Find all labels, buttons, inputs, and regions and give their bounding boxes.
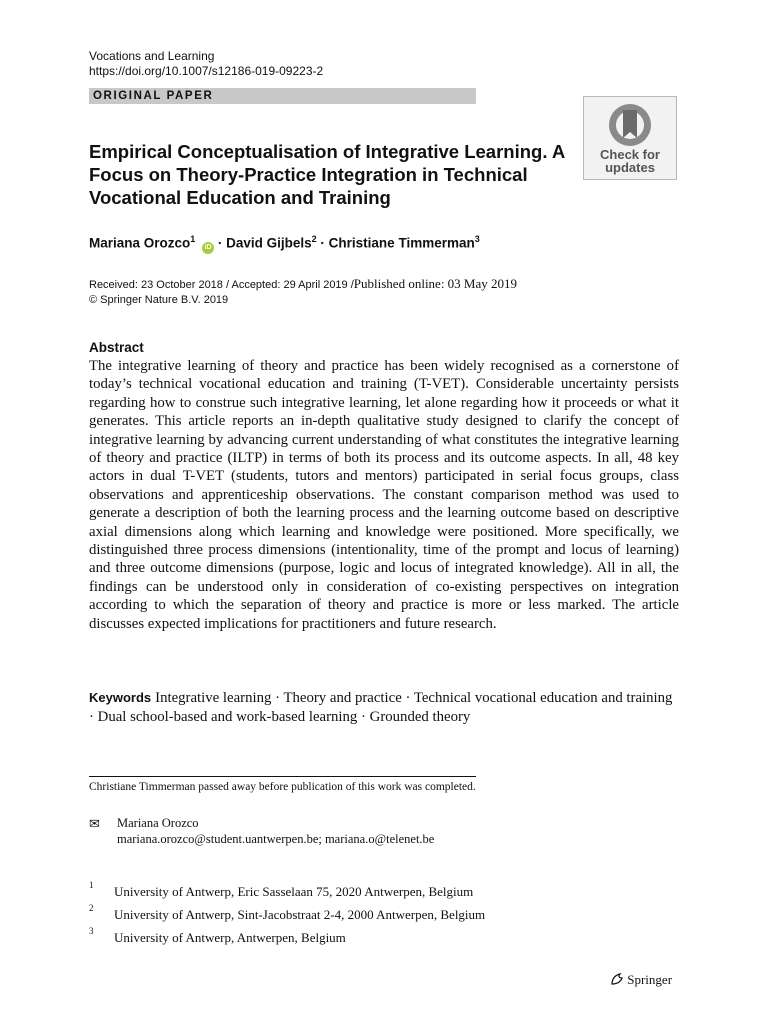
affiliation — [89, 880, 474, 900]
footnote-divider — [89, 776, 476, 777]
author-list — [89, 234, 480, 254]
orcid-icon[interactable]: iD — [202, 242, 214, 254]
check-label-line2: updates — [605, 160, 655, 175]
copyright-line: © Springer Nature B.V. 2019 — [89, 294, 229, 306]
journal-name: Vocations and Learning — [89, 49, 215, 63]
keywords-list: Integrative learning · Theory and practice · Technical vocational education and training · Dual school-based and work-based learning · Grounded theory — [89, 690, 673, 725]
affiliation-number: 1 — [89, 880, 94, 890]
received-accepted-dates: Received: 23 October 2018 / Accepted: 29 April 2019 / — [89, 279, 354, 291]
springer-logo — [610, 972, 672, 988]
bookmark-icon — [607, 102, 653, 148]
contact-emails[interactable]: mariana.orozco@student.uantwerpen.be; mariana.o@telenet.be — [117, 832, 435, 846]
article-type-banner: ORIGINAL PAPER — [89, 88, 476, 104]
journal-header — [89, 49, 323, 79]
corresponding-author — [89, 815, 434, 847]
abstract-text: The integrative learning of theory and practice has been widely recognised as a cornerstone of today’s technical vocational education and training (T-VET). Considerable uncertainty persists regarding how to construe such integrative learning, let alone regarding how it proceeds or what it generates. This article reports an in-depth qualitative study designed to clarify the concept of integrative learning by advancing current understanding of what constitutes the integrative learning of theory and practice (ILTP) in terms of both its process and its outcome aspects. In all, 48 key actors in dual T-VET (students, tutors and mentors) participated in serial focus groups, class observations and apprenticeship observations. The constant comparison method was used to generate a description of both the learning process and the learning outcome based on descriptive axial dimensions along which learning and knowledge were positioned. More specifically, we distinguished three process dimensions (intentionality, time of the prompt and locus of learning) and three outcome dimensions (purpose, logic and locus of integrated knowledge). All in all, the findings can be understood only in consideration of co-existing perspectives on integration according to which the separation of theory and practice is more or less marked. The article discusses expected implications for practitioners and future research. — [89, 358, 679, 632]
keywords-label: Keywords — [89, 690, 152, 705]
affiliation-number: 2 — [89, 903, 94, 913]
envelope-icon: ✉ — [89, 816, 100, 831]
publisher-name: Springer — [627, 972, 673, 987]
contact-name: Mariana Orozco — [117, 816, 199, 830]
author-separator: · — [320, 235, 325, 251]
author-affiliation-number: 2 — [311, 234, 317, 244]
paper-title: Empirical Conceptualisation of Integrative Learning. A Focus on Theory-Practice Integration in Technical Vocational Education and Training — [89, 141, 565, 208]
author-affiliation-number: 1 — [190, 234, 196, 244]
springer-horse-icon — [610, 972, 624, 986]
affiliation-text: University of Antwerp, Antwerpen, Belgium — [114, 930, 346, 945]
publication-dates — [89, 276, 517, 308]
abstract-heading: Abstract — [89, 340, 144, 355]
check-label-line1: Check for — [600, 147, 660, 162]
affiliation — [89, 903, 486, 923]
affiliation-text: University of Antwerp, Eric Sasselaan 75, 2020 Antwerpen, Belgium — [114, 884, 474, 899]
author-name[interactable]: Mariana Orozco — [89, 235, 191, 251]
author-name[interactable]: David Gijbels — [226, 235, 312, 251]
author-affiliation-number: 3 — [474, 234, 480, 244]
footnote: Christiane Timmerman passed away before publication of this work was completed. — [89, 781, 476, 793]
affiliation-text: University of Antwerp, Sint-Jacobstraat 2-4, 2000 Antwerpen, Belgium — [114, 907, 486, 922]
doi-link[interactable]: https://doi.org/10.1007/s12186-019-09223-2 — [89, 64, 324, 78]
published-date: Published online: 03 May 2019 — [353, 276, 518, 291]
keywords — [89, 688, 679, 727]
check-for-updates-badge[interactable] — [583, 96, 677, 180]
author-separator: · — [217, 235, 223, 251]
affiliation-number: 3 — [89, 926, 94, 936]
affiliation — [89, 926, 346, 946]
author-name[interactable]: Christiane Timmerman — [328, 235, 475, 251]
